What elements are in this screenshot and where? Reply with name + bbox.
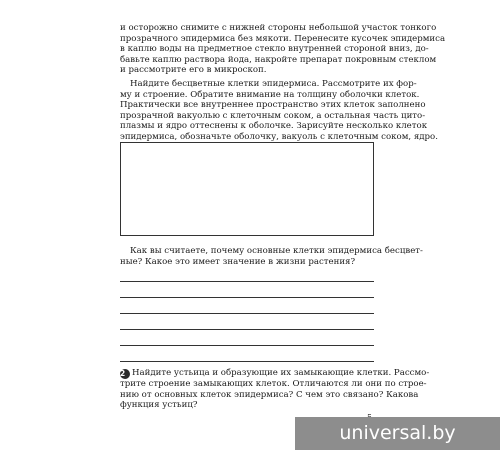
task-text: Найдите устьица и образующие их замыкающие клетки. Рассмо- — [132, 368, 430, 378]
watermark: universal.by — [295, 417, 500, 450]
text-line: функция устьиц? — [120, 400, 198, 410]
text-line: Практически все внутреннее пространство этих клеток заполнено — [120, 100, 426, 110]
drawing-area[interactable] — [120, 142, 374, 236]
text-line: в каплю воды на предметное стекло внутренней стороной вниз, до- — [120, 44, 429, 54]
text-line: и рассмотрите его в микроскоп. — [120, 65, 267, 75]
text-line: плазмы и ядро оттеснены к оболочке. Зарисуйте несколько клеток — [120, 121, 428, 131]
task-number-badge: 2 — [120, 369, 130, 379]
answer-line[interactable] — [120, 345, 374, 346]
answer-line[interactable] — [120, 361, 374, 362]
text-line: нию от основных клеток эпидермиса? С чем это связано? Какова — [120, 389, 419, 400]
text-line: прозрачного эпидермиса без мякоти. Перенесите кусочек эпидермиса — [120, 33, 446, 44]
text-line: бавьте каплю раствора йода, накройте препарат покровным стеклом — [120, 54, 437, 65]
text-line: и осторожно снимите с нижней стороны небольшой участок тонкого — [120, 23, 437, 33]
answer-line[interactable] — [120, 281, 374, 282]
question-paragraph — [120, 246, 423, 267]
task-paragraph — [120, 368, 430, 411]
text-line: Найдите бесцветные клетки эпидермиса. Рассмотрите их фор- — [130, 79, 417, 89]
observation-paragraph — [120, 79, 438, 142]
answer-line[interactable] — [120, 313, 374, 314]
text-line: прозрачной вакуолью с клеточным соком, а остальная часть цито- — [120, 110, 426, 121]
answer-line[interactable] — [120, 329, 374, 330]
text-line: трите строение замыкающих клеток. Отличаются ли они по строе- — [120, 379, 427, 389]
instruction-paragraph — [120, 23, 446, 76]
text-line: ные? Какое это имеет значение в жизни растения? — [120, 256, 356, 267]
answer-line[interactable] — [120, 297, 374, 298]
text-line: му и строение. Обратите внимание на толщину оболочки клеток. — [120, 89, 420, 100]
text-line — [120, 368, 430, 379]
text-line: эпидермиса, обозначьте оболочку, вакуоль с клеточным соком, ядро. — [120, 131, 438, 142]
text-line: Как вы считаете, почему основные клетки эпидермиса бесцвет- — [130, 246, 423, 256]
